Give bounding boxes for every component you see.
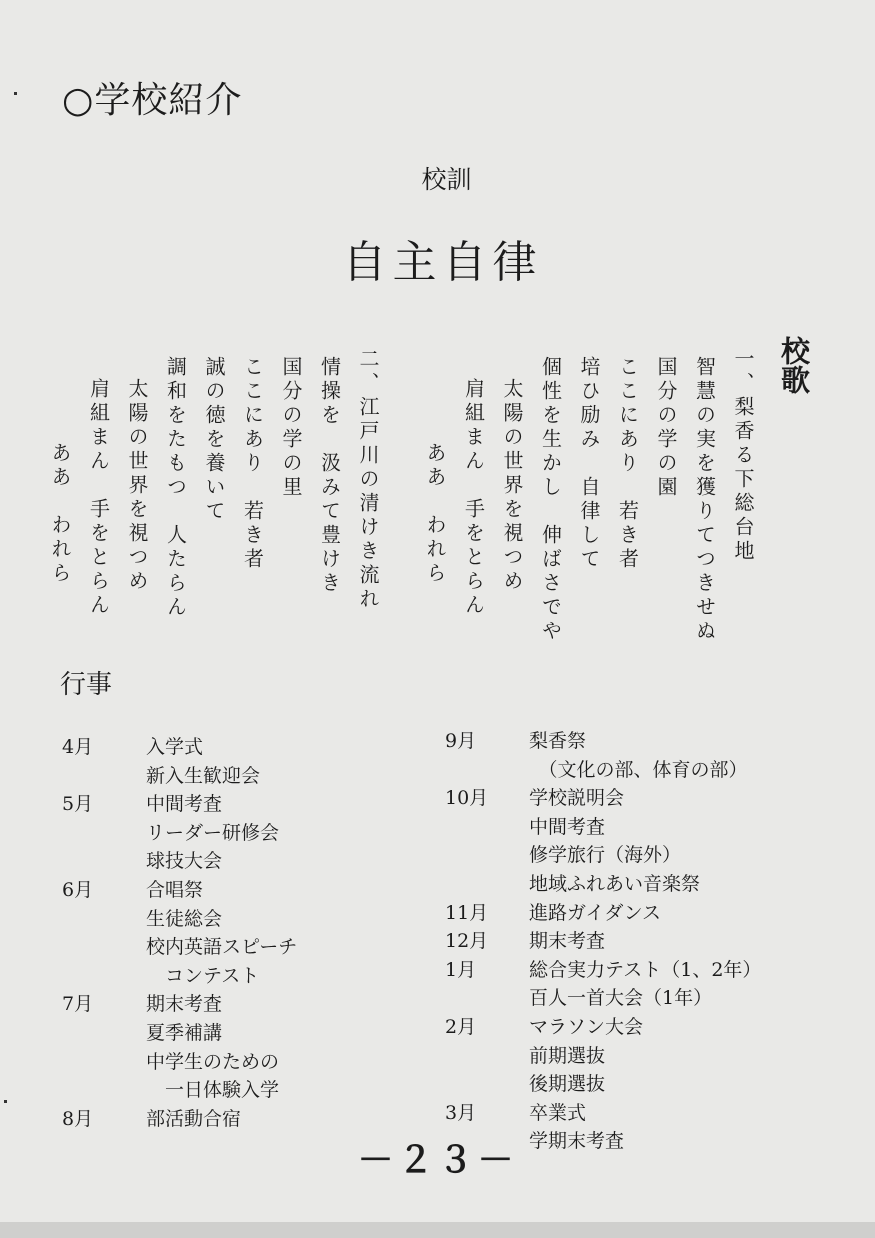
song-line: 情操を 汲みて豊けき xyxy=(317,356,342,596)
event-month: 9月 xyxy=(445,730,477,752)
events-label: 行事 xyxy=(60,670,113,700)
event-month: 5月 xyxy=(62,793,94,816)
event-item: 総合実力テスト（1、2年） xyxy=(529,958,762,981)
event-month: 12月 xyxy=(445,930,489,953)
event-item: 新入生歓迎会 xyxy=(146,764,261,787)
event-month: 6月 xyxy=(62,879,94,901)
event-month: 7月 xyxy=(62,993,94,1016)
event-item: 期末考査 xyxy=(529,930,606,953)
event-month: 8月 xyxy=(62,1107,94,1130)
event-item: 夏季補講 xyxy=(146,1022,223,1044)
song-line: 一、梨香る下総台地 xyxy=(731,348,755,564)
song-line: 二、江戸川の清けき流れ xyxy=(356,348,380,612)
event-item: 球技大会 xyxy=(146,850,223,873)
event-item: 学校説明会 xyxy=(529,787,625,810)
motto-label: 校訓 xyxy=(421,165,472,194)
margin-mark xyxy=(14,92,17,95)
event-item: 進路ガイダンス xyxy=(529,901,662,924)
page-number: －２３－ xyxy=(357,1139,518,1181)
event-item: 後期選抜 xyxy=(529,1073,606,1096)
event-item: 合唱祭 xyxy=(146,879,204,901)
event-item: マラソン大会 xyxy=(529,1016,644,1038)
event-item: 前期選抜 xyxy=(529,1044,606,1067)
event-item: （文化の部、体育の部） xyxy=(529,758,748,781)
event-item: 一日体験入学 xyxy=(146,1079,280,1102)
song-line: 太陽の世界を視つめ xyxy=(125,378,149,594)
event-item: リーダー研修会 xyxy=(146,821,280,844)
event-item: 校内英語スピーチ xyxy=(146,936,298,959)
event-item: 期末考査 xyxy=(146,993,223,1016)
event-item: 卒業式 xyxy=(529,1101,587,1124)
song-line: 誠の徳を養いて xyxy=(202,356,226,524)
event-item: コンテスト xyxy=(146,964,260,987)
song-line: 調和をたもつ 人たらん xyxy=(163,356,188,620)
event-month: 10月 xyxy=(445,787,489,810)
event-month: 4月 xyxy=(62,736,94,758)
song-line: 智慧の実を獲りてつきせぬ xyxy=(692,356,717,644)
song-line: ああ われら xyxy=(423,442,447,586)
song-line: ここにあり 若き者 xyxy=(240,356,265,572)
song-line: 国分の学の園 xyxy=(654,356,678,500)
song-line: 培ひ励み 自律して xyxy=(577,356,601,572)
song-line: 肩組まん 手をとらん xyxy=(461,378,486,618)
event-month: 1月 xyxy=(445,958,477,981)
school-motto: 自主自律 xyxy=(342,237,543,288)
event-item: 中学生のための xyxy=(146,1050,280,1073)
song-line: 太陽の世界を視つめ xyxy=(500,378,524,594)
event-month: 2月 xyxy=(445,1016,477,1038)
event-month: 11月 xyxy=(445,901,489,924)
event-item: 生徒総会 xyxy=(146,907,223,930)
event-item: 入学式 xyxy=(146,736,204,758)
school-song-title: 校歌 xyxy=(777,336,811,394)
song-line: 肩組まん 手をとらん xyxy=(86,378,111,618)
event-item: 梨香祭 xyxy=(529,730,587,752)
song-line: ここにあり 若き者 xyxy=(615,356,640,572)
song-line: 個性を生かし 伸ばさでや xyxy=(538,356,563,644)
event-item: 中間考査 xyxy=(529,815,606,838)
event-item: 部活動合宿 xyxy=(146,1107,242,1130)
event-item: 百人一首大会（1年） xyxy=(529,987,713,1010)
event-item: 地域ふれあい音楽祭 xyxy=(529,873,701,895)
event-item: 学期末考査 xyxy=(529,1130,625,1153)
page-title: ○学校紹介 xyxy=(62,80,243,121)
event-item: 修学旅行（海外） xyxy=(529,844,682,867)
margin-mark xyxy=(4,1100,7,1103)
song-line: ああ われら xyxy=(48,442,72,586)
page-bottom-edge xyxy=(0,1222,875,1238)
event-item: 中間考査 xyxy=(146,793,223,816)
event-month: 3月 xyxy=(445,1101,477,1124)
song-line: 国分の学の里 xyxy=(279,356,303,500)
